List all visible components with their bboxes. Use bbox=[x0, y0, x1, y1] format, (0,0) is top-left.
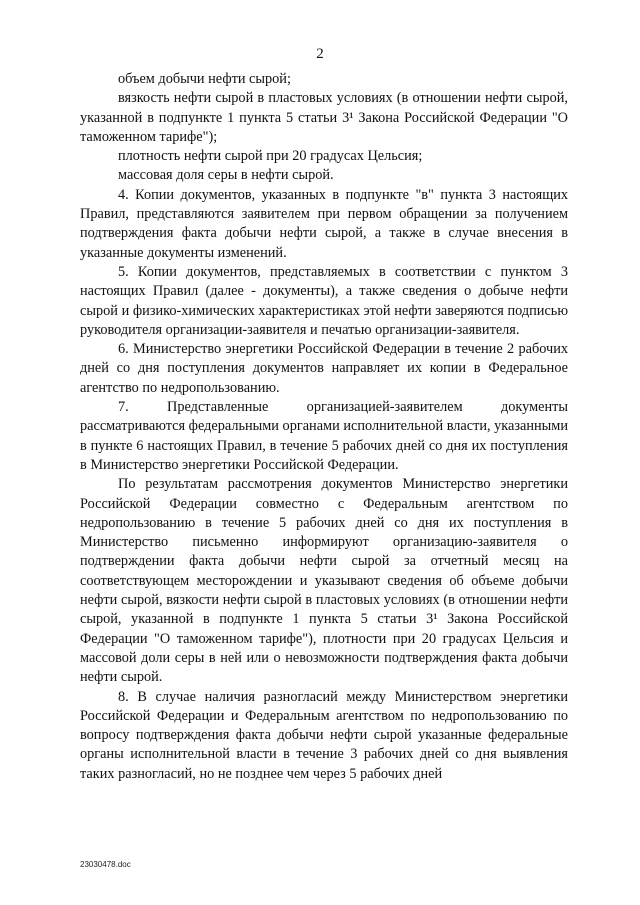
paragraph-review-results: По результатам рассмотрения документов Министерство энергетики Российской Федерации совместно с Федеральным агентством по недропользованию в течение 5 рабочих дней со дня их поступления в Министерство письменно информируют организацию-заявителя о подтверждении факта добычи нефти сырой за отчетный месяц на соответствующем месторождении и указывают сведения об объеме добычи нефти сырой, вязкости нефти сырой в пластовых условиях (в отношении нефти сырой, указанной в подпункте 1 пункта 5 статьи 3¹ Закона Российской Федерации "О таможенном тарифе"), плотности при 20 градусах Цельсия и массовой доли серы в ней или о невозможности подтверждения факта добычи нефти сырой. bbox=[80, 476, 568, 686]
paragraph-oil-viscosity: вязкость нефти сырой в пластовых условиях (в отношении нефти сырой, указанной в подпункте 1 пункта 5 статьи 3¹ Закона Российской Федерации "О таможенном тарифе"); bbox=[80, 90, 568, 145]
paragraph-item-5: 5. Копии документов, представляемых в соответствии с пунктом 3 настоящих Правил (далее - документы), а также сведения о добыче нефти сырой и физико-химических характеристиках этой нефти заверяются подписью руководителя организации-заявителя и печатью организации-заявителя. bbox=[80, 263, 568, 338]
paragraph-oil-density: плотность нефти сырой при 20 градусах Цельсия; bbox=[118, 148, 423, 165]
paragraph-item-8: 8. В случае наличия разногласий между Министерством энергетики Российской Федерации и Федеральным агентством по недропользованию по вопросу подтверждения факта добычи нефти сырой указанные федеральные органы исполнительной власти в течение 3 рабочих дней со дня выявления таких разногласий, но не позднее чем через 5 рабочих дней bbox=[80, 688, 568, 782]
document-body bbox=[80, 70, 568, 784]
page-number: 2 bbox=[316, 46, 324, 62]
paragraph-oil-volume: объем добычи нефти сырой; bbox=[118, 71, 291, 87]
paragraph-item-6: 6. Министерство энергетики Российской Федерации в течение 2 рабочих дней со дня поступления документов направляет их копии в Федеральное агентство по недропользованию. bbox=[80, 341, 568, 396]
footer-file-code: 23030478.doc bbox=[80, 860, 131, 869]
paragraph-sulfur-fraction: массовая доля серы в нефти сырой. bbox=[118, 167, 334, 184]
paragraph-item-4: 4. Копии документов, указанных в подпункте "в" пункта 3 настоящих Правил, представляются заявителем при первом обращении за получением подтверждения факта добычи нефти сырой, а также в случае внесения в указанные документы изменений. bbox=[80, 186, 568, 261]
paragraph-item-7: 7. Представленные организацией-заявителем документы рассматриваются федеральными органами исполнительной власти, указанными в пункте 6 настоящих Правил, в течение 5 рабочих дней со дня их поступления в Министерство энергетики Российской Федерации. bbox=[80, 399, 568, 473]
